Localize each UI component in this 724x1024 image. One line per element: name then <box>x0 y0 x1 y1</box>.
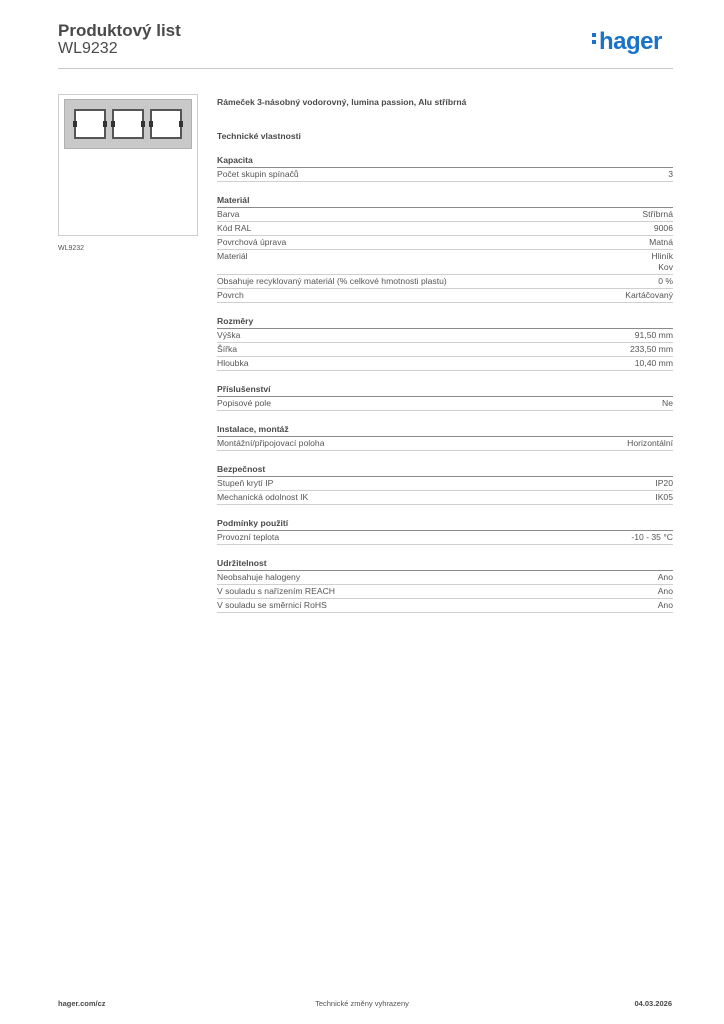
spec-group <box>217 464 673 505</box>
spec-row <box>217 571 673 585</box>
spec-value-line: 91,50 mm <box>634 330 673 340</box>
frame-opening <box>112 109 144 139</box>
spec-label: Barva <box>217 209 240 219</box>
spec-label: Kód RAL <box>217 223 252 233</box>
spec-value <box>635 358 673 369</box>
spec-value <box>658 586 673 597</box>
frame-opening <box>74 109 106 139</box>
spec-value-line: Hliník <box>651 251 673 261</box>
spec-value-line: -10 - 35 °C <box>631 532 673 542</box>
spec-row <box>217 397 673 411</box>
spec-row <box>217 585 673 599</box>
footer-note: Technické změny vyhrazeny <box>315 999 409 1008</box>
spec-row <box>217 208 673 222</box>
spec-group <box>217 155 673 182</box>
spec-value-line: 10,40 mm <box>634 358 673 368</box>
spec-value <box>668 169 673 180</box>
hager-logo <box>592 28 662 56</box>
spec-group-title: Bezpečnost <box>217 464 673 477</box>
spec-group <box>217 384 673 411</box>
logo-text: hager <box>599 28 662 55</box>
spec-row <box>217 343 673 357</box>
spec-value-line: Kov <box>658 262 673 272</box>
spec-row <box>217 250 673 275</box>
spec-groups <box>217 155 673 613</box>
spec-group-title: Udržitelnost <box>217 558 673 571</box>
spec-value-line: IK05 <box>655 492 673 502</box>
spec-value <box>649 237 673 248</box>
spec-value-line: Stříbrná <box>642 209 673 219</box>
spec-row <box>217 599 673 613</box>
spec-group-title: Příslušenství <box>217 384 673 397</box>
spec-value <box>658 572 673 583</box>
spec-value <box>658 600 673 611</box>
spec-row <box>217 329 673 343</box>
spec-value-line: 3 <box>668 169 673 179</box>
spec-value-line: Ano <box>657 586 673 596</box>
footer-website: hager.com/cz <box>58 999 106 1008</box>
spec-content <box>217 96 673 613</box>
spec-value <box>635 330 673 341</box>
spec-label: Povrchová úprava <box>217 237 287 247</box>
product-image <box>58 94 198 236</box>
spec-label: Obsahuje recyklovaný materiál (% celkové hmotnosti plastu) <box>217 276 447 286</box>
image-caption: WL9232 <box>58 245 85 252</box>
spec-value-line: Horizontální <box>627 438 673 448</box>
spec-label: Provozní teplota <box>217 532 280 542</box>
spec-label: Mechanická odolnost IK <box>217 492 309 502</box>
specs-title: Technické vlastnosti <box>217 131 301 141</box>
spec-value <box>631 532 673 543</box>
spec-value-line: Ne <box>662 398 673 408</box>
spec-value <box>655 492 673 503</box>
spec-label: Šířka <box>217 344 238 354</box>
spec-group <box>217 558 673 613</box>
spec-value <box>655 478 673 489</box>
spec-group <box>217 316 673 371</box>
product-code: WL9232 <box>58 40 118 57</box>
spec-label: Počet skupin spínačů <box>217 169 299 179</box>
spec-group <box>217 195 673 303</box>
spec-row <box>217 222 673 236</box>
page-title: Produktový list <box>58 21 181 40</box>
spec-value-line: Matná <box>649 237 673 247</box>
spec-value-line: IP20 <box>655 478 673 488</box>
spec-label: Hloubka <box>217 358 249 368</box>
header-divider <box>58 68 673 69</box>
spec-value <box>654 223 673 234</box>
spec-value-line: 233,50 mm <box>630 344 673 354</box>
spec-value <box>630 344 673 355</box>
spec-label: Povrch <box>217 290 244 300</box>
spec-label: Materiál <box>217 251 248 261</box>
spec-value-line: 9006 <box>653 223 673 233</box>
spec-value <box>642 209 673 220</box>
spec-row <box>217 491 673 505</box>
product-description: Rámeček 3-násobný vodorovný, lumina passion, Alu stříbrná <box>217 97 467 107</box>
spec-value-line: Ano <box>657 600 673 610</box>
spec-row <box>217 236 673 250</box>
spec-value <box>652 251 674 273</box>
spec-value-line: 0 % <box>658 276 673 286</box>
spec-group-title: Materiál <box>217 195 673 208</box>
footer-date: 04.03.2026 <box>634 999 672 1008</box>
spec-group-title: Instalace, montáž <box>217 424 673 437</box>
spec-group <box>217 424 673 451</box>
frame-illustration <box>64 99 192 149</box>
spec-group-title: Kapacita <box>217 155 673 168</box>
spec-value <box>658 276 673 287</box>
spec-value <box>625 290 673 301</box>
spec-row <box>217 477 673 491</box>
spec-label: Montážní/připojovací poloha <box>217 438 325 448</box>
spec-label: Popisové pole <box>217 398 271 408</box>
spec-row <box>217 289 673 303</box>
spec-value <box>662 398 673 409</box>
spec-label: V souladu s nařízením REACH <box>217 586 335 596</box>
spec-value-line: Ano <box>657 572 673 582</box>
spec-group-title: Rozměry <box>217 316 673 329</box>
frame-opening <box>150 109 182 139</box>
spec-group <box>217 518 673 545</box>
spec-label: Neobsahuje halogeny <box>217 572 301 582</box>
spec-value-line: Kartáčovaný <box>625 290 673 300</box>
spec-row <box>217 437 673 451</box>
spec-label: Stupeň krytí IP <box>217 478 274 488</box>
logo-dots-icon <box>592 30 597 47</box>
spec-row <box>217 275 673 289</box>
spec-group-title: Podmínky použití <box>217 518 673 531</box>
spec-value <box>627 438 673 449</box>
spec-label: V souladu se směrnicí RoHS <box>217 600 327 610</box>
spec-row <box>217 357 673 371</box>
spec-label: Výška <box>217 330 241 340</box>
spec-row <box>217 531 673 545</box>
spec-row <box>217 168 673 182</box>
